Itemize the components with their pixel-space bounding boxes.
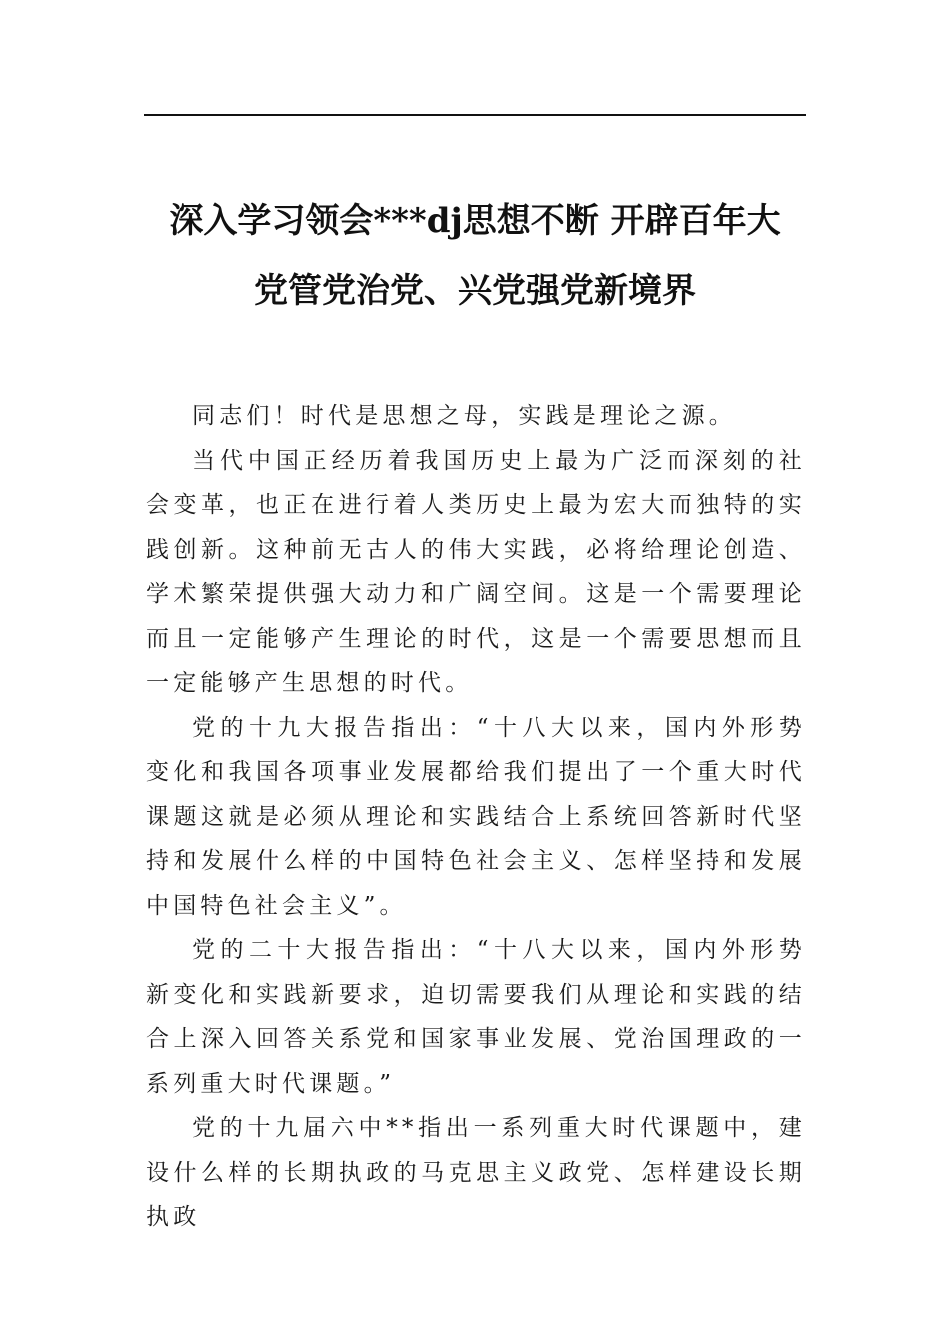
paragraph-2: 当代中国正经历着我国历史上最为广泛而深刻的社会变革，也正在进行着人类历史上最为宏大而独特的实践创新。这种前无古人的伟大实践，必将给理论创造、学术繁荣提供强大动力和广阔空间。这是一个需要理论而且一定能够产生理论的时代，这是一个需要思想而且一定能够产生思想的时代。 [146,447,806,696]
document-title [144,186,806,326]
title-line-1: 深入学习领会***dj思想不断 开辟百年大 [169,201,781,241]
paragraph-4: 党的二十大报告指出：“十八大以来，国内外形势新变化和实践新要求，迫切需要我们从理论和实践的结合上深入回答关系党和国家事业发展、党治国理政的一系列重大时代课题。” [146,937,806,1097]
paragraph-3: 党的十九大报告指出：“十八大以来，国内外形势变化和我国各项事业发展都给我们提出了一个重大时代课题这就是必须从理论和实践结合上系统回答新时代坚持和发展什么样的中国特色社会主义、怎样坚持和发展中国特色社会主义”。 [146,714,806,919]
paragraph-5: 党的十九届六中**指出一系列重大时代课题中，建设什么样的长期执政的马克思主义政党、怎样建设长期执政 [146,1115,806,1230]
paragraph-1: 同志们！时代是思想之母，实践是理论之源。 [192,403,736,429]
document-body [146,394,806,1240]
title-line-2: 党管党治党、兴党强党新境界 [254,271,696,311]
header-rule [144,114,806,116]
